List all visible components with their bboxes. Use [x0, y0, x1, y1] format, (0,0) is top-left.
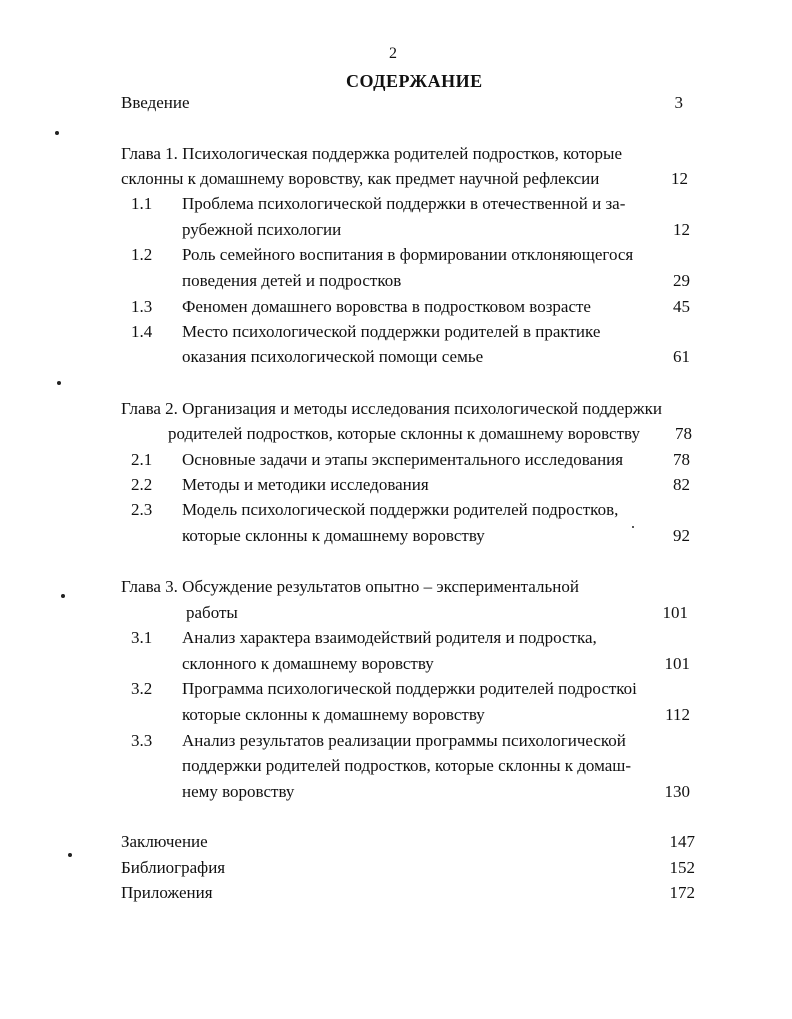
toc-intro-label: Введение: [121, 93, 190, 112]
section-1-3-page: 45: [673, 297, 690, 316]
section-2-1-number: 2.1: [131, 450, 153, 469]
toc-appendices-label: Приложения: [121, 883, 213, 902]
toc-appendices-page: 172: [669, 883, 695, 902]
section-3-3-number: 3.3: [131, 731, 153, 750]
toc-bibliography-page: 152: [669, 858, 695, 877]
scan-speck: [57, 381, 61, 385]
section-1-1-line2: рубежной психологии: [182, 220, 342, 239]
chapter3-title-line1: Глава 3. Обсуждение результатов опытно – экспериментальной: [121, 577, 579, 596]
section-3-3-line3: нему воровству: [182, 782, 295, 801]
scan-speck: [61, 594, 65, 598]
section-3-2-line2: которые склонны к домашнему воровству: [182, 705, 485, 724]
chapter1-title-line2: склонны к домашнему воровству, как предмет научной рефлексии: [121, 169, 600, 188]
section-3-2-page: 112: [665, 705, 690, 724]
section-1-2-line1: Роль семейного воспитания в формировании отклоняющегося: [182, 245, 634, 264]
chapter2-title-line2: родителей подростков, которые склонны к домашнему воровству: [168, 424, 640, 443]
section-1-4-number: 1.4: [131, 322, 153, 341]
section-2-3-number: 2.3: [131, 500, 153, 519]
section-2-2-page: 82: [673, 475, 690, 494]
chapter3-title-line2: работы: [186, 603, 238, 622]
section-3-3-line2: поддержки родителей подростков, которые склонны к домаш-: [182, 756, 632, 775]
chapter3-page: 101: [662, 603, 688, 622]
toc-conclusion-label: Заключение: [121, 832, 208, 851]
scan-speck: [55, 131, 59, 135]
section-3-3-line1: Анализ результатов реализации программы психологической: [182, 731, 626, 750]
section-1-1-page: 12: [673, 220, 690, 239]
section-3-2-number: 3.2: [131, 679, 153, 698]
section-3-1-line2: склонного к домашнему воровству: [182, 654, 434, 673]
section-2-2-line1: Методы и методики исследования: [182, 475, 429, 494]
chapter2-page: 78: [675, 424, 692, 443]
section-3-3-page: 130: [664, 782, 690, 801]
toc-conclusion-page: 147: [669, 832, 695, 851]
scan-speck: [632, 526, 634, 528]
section-3-1-line1: Анализ характера взаимодействий родителя и подростка,: [182, 628, 597, 647]
section-1-3-line1: Феномен домашнего воровства в подростковом возрасте: [182, 297, 591, 316]
section-1-2-number: 1.2: [131, 245, 153, 264]
section-2-2-number: 2.2: [131, 475, 153, 494]
chapter2-title-line1: Глава 2. Организация и методы исследования психологической поддержки: [121, 399, 662, 418]
toc-bibliography-label: Библиография: [121, 858, 226, 877]
section-1-2-page: 29: [673, 271, 690, 290]
section-1-4-line2: оказания психологической помощи семье: [182, 347, 484, 366]
section-1-1-line1: Проблема психологической поддержки в отечественной и за-: [182, 194, 626, 213]
scan-speck: [68, 853, 72, 857]
section-1-2-line2: поведения детей и подростков: [182, 271, 402, 290]
toc-intro-page: 3: [674, 93, 683, 112]
section-2-3-line1: Модель психологической поддержки родителей подростков,: [182, 500, 619, 519]
section-2-1-line1: Основные задачи и этапы экспериментального исследования: [182, 450, 624, 469]
section-1-4-line1: Место психологической поддержки родителей в практике: [182, 322, 601, 341]
section-1-3-number: 1.3: [131, 297, 153, 316]
section-3-1-number: 3.1: [131, 628, 153, 647]
chapter1-title-line1: Глава 1. Психологическая поддержка родителей подростков, которые: [121, 144, 622, 163]
section-1-1-number: 1.1: [131, 194, 153, 213]
section-3-2-line1: Программа психологической поддержки родителей подросткоі: [182, 679, 637, 698]
section-2-3-line2: которые склонны к домашнему воровству: [182, 526, 485, 545]
section-1-4-page: 61: [673, 347, 690, 366]
section-3-1-page: 101: [664, 654, 690, 673]
chapter1-page: 12: [671, 169, 688, 188]
section-2-1-page: 78: [673, 450, 690, 469]
section-2-3-page: 92: [673, 526, 690, 545]
page-number: 2: [389, 45, 397, 62]
page-title: СОДЕРЖАНИЕ: [346, 71, 483, 91]
